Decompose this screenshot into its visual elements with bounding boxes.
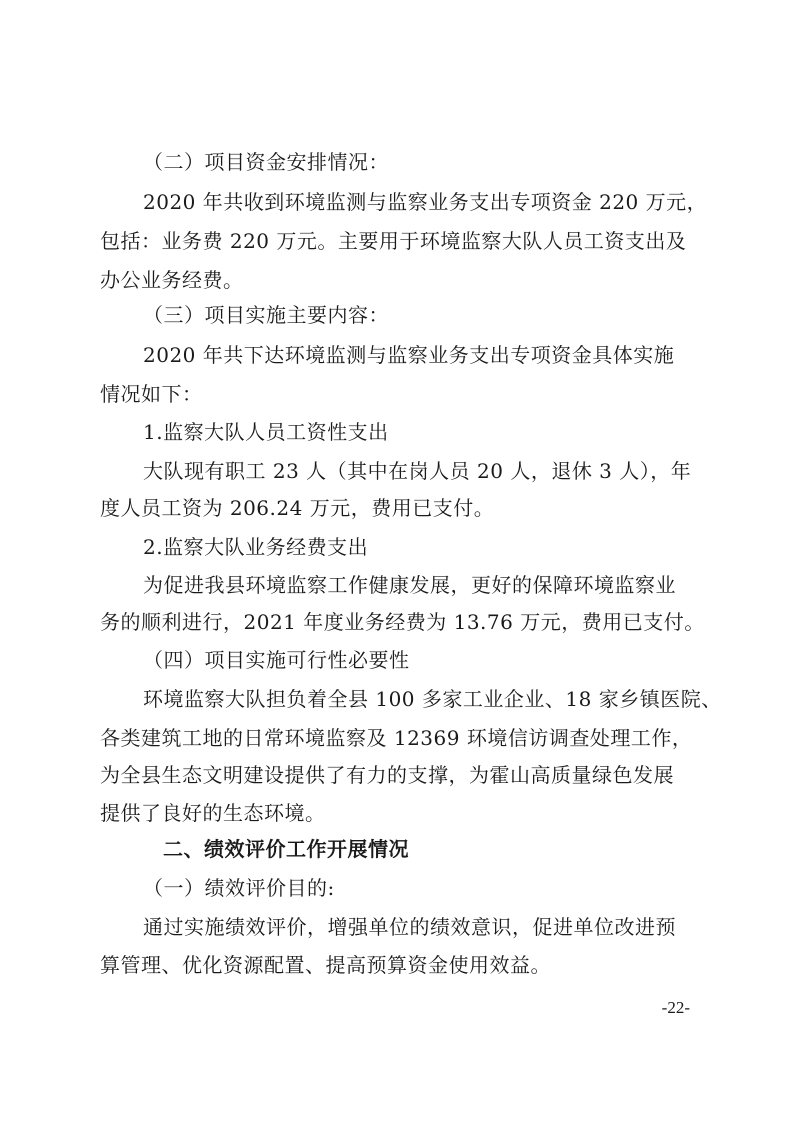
paragraph-line: 为全县生态文明建设提供了有力的支撑，为霍山高质量绿色发展	[100, 763, 674, 787]
section-content-title: （三）项目实施主要内容：	[143, 303, 389, 327]
paragraph-line: 办公业务经费。	[100, 268, 244, 292]
paragraph-line: 算管理、优化资源配置、提高预算资金使用效益。	[100, 953, 551, 977]
paragraph-line: 情况如下：	[100, 382, 203, 406]
paragraph-line: 提供了良好的生态环境。	[100, 801, 326, 825]
paragraph-line: 度人员工资为 206.24 万元，费用已支付。	[100, 496, 495, 520]
chapter2-heading: 二、绩效评价工作开展情况	[163, 837, 409, 861]
item1-title: 1.监察大队人员工资性支出	[143, 420, 389, 444]
paragraph-line: 务的顺利进行，2021 年度业务经费为 13.76 万元，费用已支付。	[100, 610, 705, 634]
item2-title: 2.监察大队业务经费支出	[143, 535, 369, 559]
section-feasibility-title: （四）项目实施可行性必要性	[143, 648, 410, 672]
paragraph-line: 通过实施绩效评价，增强单位的绩效意识，促进单位改进预	[143, 915, 676, 939]
paragraph-line: 2020 年共下达环境监测与监察业务支出专项资金具体实施	[143, 343, 675, 367]
section-funds-title: （二）项目资金安排情况：	[143, 150, 389, 174]
paragraph-line: 各类建筑工地的日常环境监察及 12369 环境信访调查处理工作，	[100, 726, 693, 750]
paragraph-line: 大队现有职工 23 人（其中在岗人员 20 人，退休 3 人），年	[143, 459, 692, 483]
paragraph-line: 包括：业务费 220 万元。主要用于环境监察大队人员工资支出及	[100, 229, 687, 253]
paragraph-line: 环境监察大队担负着全县 100 多家工业企业、18 家乡镇医院、	[143, 687, 722, 711]
paragraph-line: 为促进我县环境监察工作健康发展，更好的保障环境监察业	[143, 573, 676, 597]
page-number: -22-	[661, 998, 690, 1017]
section-purpose-title: （一）绩效评价目的:	[143, 876, 335, 900]
paragraph-line: 2020 年共收到环境监测与监察业务支出专项资金 220 万元，	[143, 190, 708, 214]
